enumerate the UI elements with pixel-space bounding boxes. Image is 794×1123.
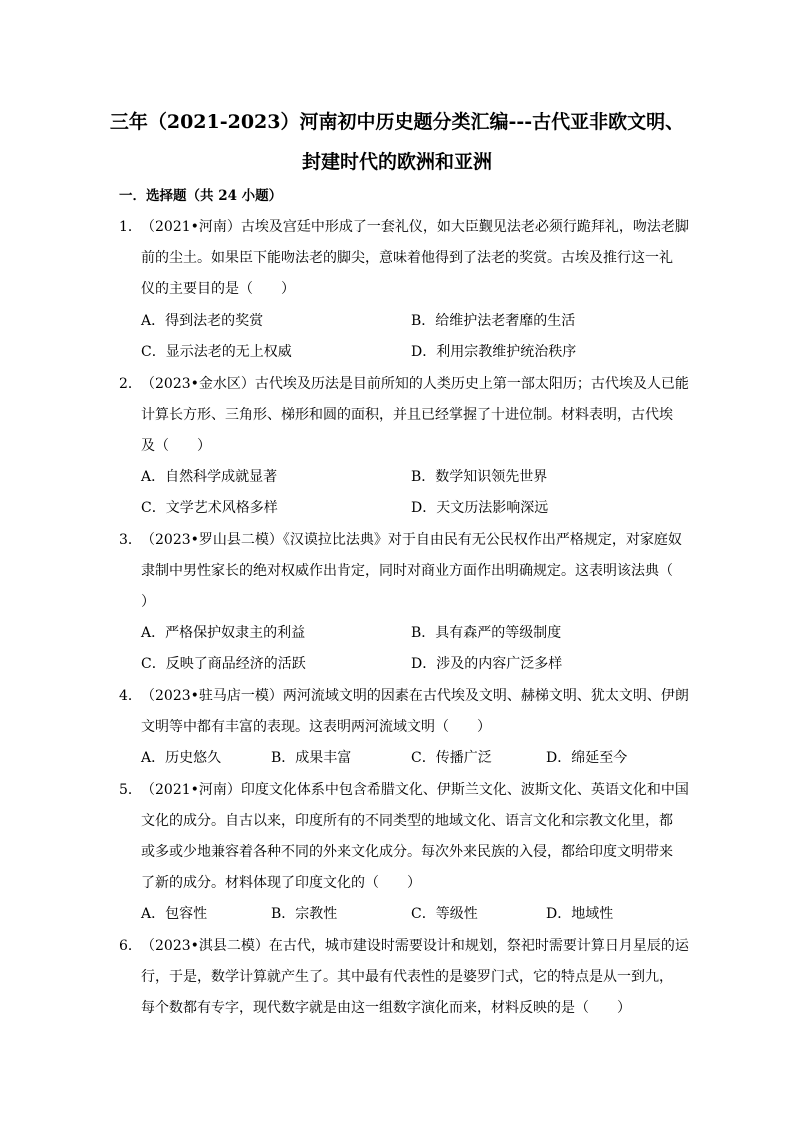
question-6 — [119, 931, 689, 1024]
question-1 — [119, 212, 689, 305]
option-d[interactable]: D．绵延至今 — [546, 750, 628, 766]
question-text-line: 文明等中都有丰富的表现。这表明两河流域文明（ ） — [141, 719, 491, 735]
question-number: 2． — [119, 376, 142, 392]
question-number: 5． — [119, 782, 142, 798]
option-a[interactable]: A．得到法老的奖赏 — [141, 313, 264, 329]
question-2 — [119, 369, 689, 462]
question-text-line: （2021•河南）古埃及宫廷中形成了一套礼仪，如大臣觐见法老必须行跪拜礼，吻法老脚 — [141, 219, 689, 235]
option-b[interactable]: B．成果丰富 — [271, 750, 352, 766]
question-text-line: 每个数都有专字，现代数字就是由这一组数字演化而来，材料反映的是（ ） — [141, 1000, 631, 1016]
option-b[interactable]: B．给维护法老奢靡的生活 — [411, 313, 576, 329]
option-a[interactable]: A．包容性 — [141, 906, 208, 922]
question-text-line: （2021•河南）印度文化体系中包含希腊文化、伊斯兰文化、波斯文化、英语文化和中国 — [141, 782, 689, 798]
question-text-line: 及（ ） — [141, 438, 211, 454]
option-d[interactable]: D．利用宗教维护统治秩序 — [411, 344, 577, 360]
question-text-line: 计算长方形、三角形、梯形和圆的面积，并且已经掌握了十进位制。材料表明，古代埃 — [141, 407, 673, 423]
title-line-2: 封建时代的欧洲和亚洲 — [301, 151, 492, 173]
question-text-line: 隶制中男性家长的绝对权威作出肯定，同时对商业方面作出明确规定。这表明该法典（ — [141, 563, 673, 579]
question-number: 3． — [119, 532, 142, 548]
question-4 — [119, 681, 689, 743]
option-b[interactable]: B．数学知识领先世界 — [411, 469, 548, 485]
option-b[interactable]: B．具有森严的等级制度 — [411, 625, 562, 641]
question-text-line: 仪的主要目的是（ ） — [141, 281, 295, 297]
question-text-line: 文化的成分。自古以来，印度所有的不同类型的地域文化、语言文化和宗教文化里，都 — [141, 813, 673, 829]
option-d[interactable]: D．地域性 — [546, 906, 614, 922]
option-c[interactable]: C．等级性 — [411, 906, 478, 922]
question-number: 1． — [119, 219, 142, 235]
option-a[interactable]: A．自然科学成就显著 — [141, 469, 278, 485]
option-b[interactable]: B．宗教性 — [271, 906, 338, 922]
question-text-line: （2023•罗山县二模）《汉谟拉比法典》对于自由民有无公民权作出严格规定，对家庭奴 — [141, 532, 682, 548]
question-number: 4． — [119, 688, 142, 704]
question-text-line: ） — [141, 594, 155, 610]
question-5 — [119, 775, 689, 899]
question-3 — [119, 525, 682, 618]
question-number: 6． — [119, 938, 142, 954]
option-a[interactable]: A．严格保护奴隶主的利益 — [141, 625, 306, 641]
option-c[interactable]: C．反映了商品经济的活跃 — [141, 656, 306, 672]
question-text-line: （2023•驻马店一模）两河流域文明的因素在古代埃及文明、赫梯文明、犹太文明、伊朗 — [141, 688, 689, 704]
question-text-line: 或多或少地兼容着各种不同的外来文化成分。每次外来民族的入侵，都给印度文明带来 — [141, 844, 673, 860]
question-text-line: 行，于是，数学计算就产生了。其中最有代表性的是婆罗门式，它的特点是从一到九， — [141, 969, 673, 985]
title-line-1: 三年（2021-2023）河南初中历史题分类汇编---古代亚非欧文明、 — [109, 111, 685, 133]
option-c[interactable]: C．显示法老的无上权威 — [141, 344, 292, 360]
option-c[interactable]: C．文学艺术风格多样 — [141, 500, 278, 516]
option-c[interactable]: C．传播广泛 — [411, 750, 492, 766]
question-text-line: 了新的成分。材料体现了印度文化的（ ） — [141, 875, 421, 891]
option-d[interactable]: D．天文历法影响深远 — [411, 500, 549, 516]
question-text-line: （2023•金水区）古代埃及历法是目前所知的人类历史上第一部太阳历；古代埃及人已能 — [141, 376, 689, 392]
question-text-line: 前的尘土。如果臣下能吻法老的脚尖，意味着他得到了法老的奖赏。古埃及推行这一礼 — [141, 250, 673, 266]
section-heading: 一．选择题（共 24 小题） — [119, 188, 283, 204]
option-a[interactable]: A．历史悠久 — [141, 750, 222, 766]
option-d[interactable]: D．涉及的内容广泛多样 — [411, 656, 563, 672]
question-text-line: （2023•淇县二模）在古代，城市建设时需要设计和规划，祭祀时需要计算日月星辰的运 — [141, 938, 689, 954]
